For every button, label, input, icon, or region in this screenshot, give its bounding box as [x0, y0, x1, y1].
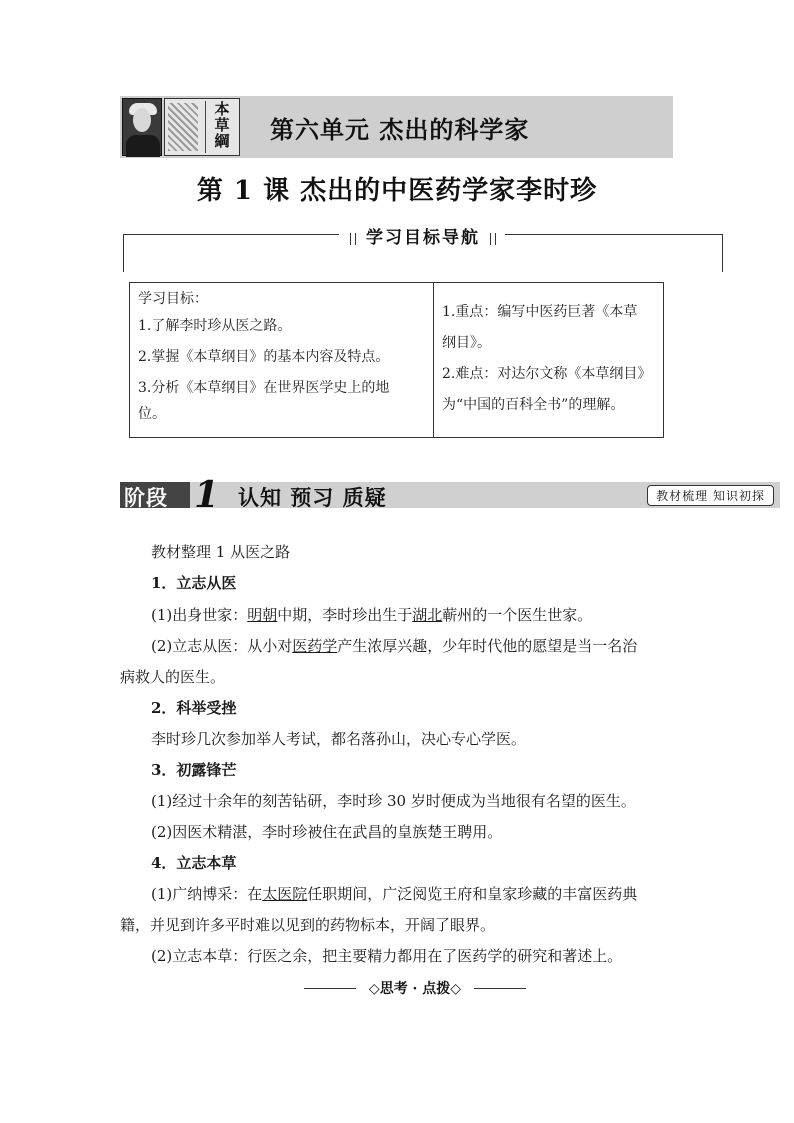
- objectives-table: [129, 282, 664, 438]
- section-title: 教材整理 1 从医之路: [151, 543, 291, 561]
- learning-goals-header: [123, 228, 723, 272]
- unit-title: 第六单元 杰出的科学家: [270, 115, 530, 144]
- text-segment: (1)出身世家：: [151, 606, 248, 624]
- heading-2: 2．科举受挫: [151, 699, 237, 717]
- paragraph-6-cont: 籍，并见到许多平时难以见到的药物标本，开阔了眼界。: [120, 916, 496, 934]
- objective-line: 2.掌握《本草纲目》的基本内容及特点。: [138, 349, 390, 365]
- key-point-line: 1.重点：编写中医药巨著《本草: [442, 304, 638, 320]
- objective-line: 3.分析《本草纲目》在世界医学史上的地: [138, 380, 390, 396]
- paragraph-2: [151, 635, 637, 656]
- paragraph-3: 李时珍几次参加举人考试，都名落孙山，决心专心学医。: [151, 730, 527, 748]
- underlined-term: 湖北: [412, 606, 443, 624]
- text-segment: 任职期间，广泛阅览王府和皇家珍藏的丰富医药典: [307, 885, 638, 903]
- text-segment: (1)广纳博采：在: [151, 885, 263, 903]
- heading-3: 3．初露锋芒: [151, 761, 237, 779]
- text-segment: 产生浓厚兴趣，少年时代他的愿望是当一名治: [337, 637, 638, 655]
- scientist-portrait-image: [122, 98, 162, 156]
- objective-line: 位。: [138, 406, 166, 422]
- text-segment: 蕲州的一个医生世家。: [442, 606, 593, 624]
- paragraph-7: (2)立志本草：行医之余，把主要精力都用在了医药学的研究和著述上。: [151, 947, 623, 965]
- text-segment: (2)立志从医：从小对: [151, 637, 293, 655]
- key-point-line: 2.难点：对达尔文称《本草纲目》: [442, 366, 652, 382]
- objective-line: 学习目标：: [138, 291, 208, 307]
- text-segment: 中期，李时珍出生于: [277, 606, 413, 624]
- underlined-term: 医药学: [292, 637, 338, 655]
- paragraph-5: (2)因医术精湛，李时珍被住在武昌的皇族楚王聘用。: [151, 823, 503, 841]
- think-divider: [304, 978, 526, 998]
- paragraph-6: [151, 883, 637, 904]
- objective-line: 1.了解李时珍从医之路。: [138, 318, 292, 334]
- paragraph-4: (1)经过十余年的刻苦钻研，李时珍 30 岁时便成为当地很有名望的医生。: [151, 792, 636, 810]
- lesson-title: 第 1 课 杰出的中医药学家李时珍: [196, 176, 598, 206]
- heading-1: 1．立志从医: [151, 574, 237, 592]
- underlined-term: 明朝: [247, 606, 278, 624]
- book-spine-char: 綱: [214, 132, 230, 150]
- unit-banner-images: [122, 98, 240, 156]
- objectives-cell: [130, 283, 434, 437]
- heading-4: 4．立志本草: [151, 854, 237, 872]
- bencao-gangmu-book-image: [164, 98, 240, 156]
- learning-goals-title: 学习目标导航: [366, 228, 480, 248]
- unit-banner: [120, 96, 673, 158]
- paragraph-1: [151, 604, 592, 625]
- paragraph-2-cont: 病救人的医生。: [120, 668, 226, 686]
- underlined-term: 太医院: [262, 885, 308, 903]
- key-point-line: 纲目》。: [442, 335, 491, 351]
- stage-tag: 教材梳理 知识初探: [647, 485, 774, 506]
- key-points-cell: [434, 283, 663, 437]
- stage-banner: [120, 474, 780, 516]
- book-spine-char: 草: [214, 116, 230, 134]
- stage-number: 1: [194, 474, 220, 516]
- think-label: ◇思考 · 点拨◇: [368, 981, 462, 997]
- book-spine-char: 本: [214, 100, 230, 118]
- stage-title: 认知 预习 质疑: [238, 485, 387, 510]
- key-point-line: 为“中国的百科全书”的理解。: [442, 397, 625, 413]
- stage-label: 阶段: [124, 485, 168, 510]
